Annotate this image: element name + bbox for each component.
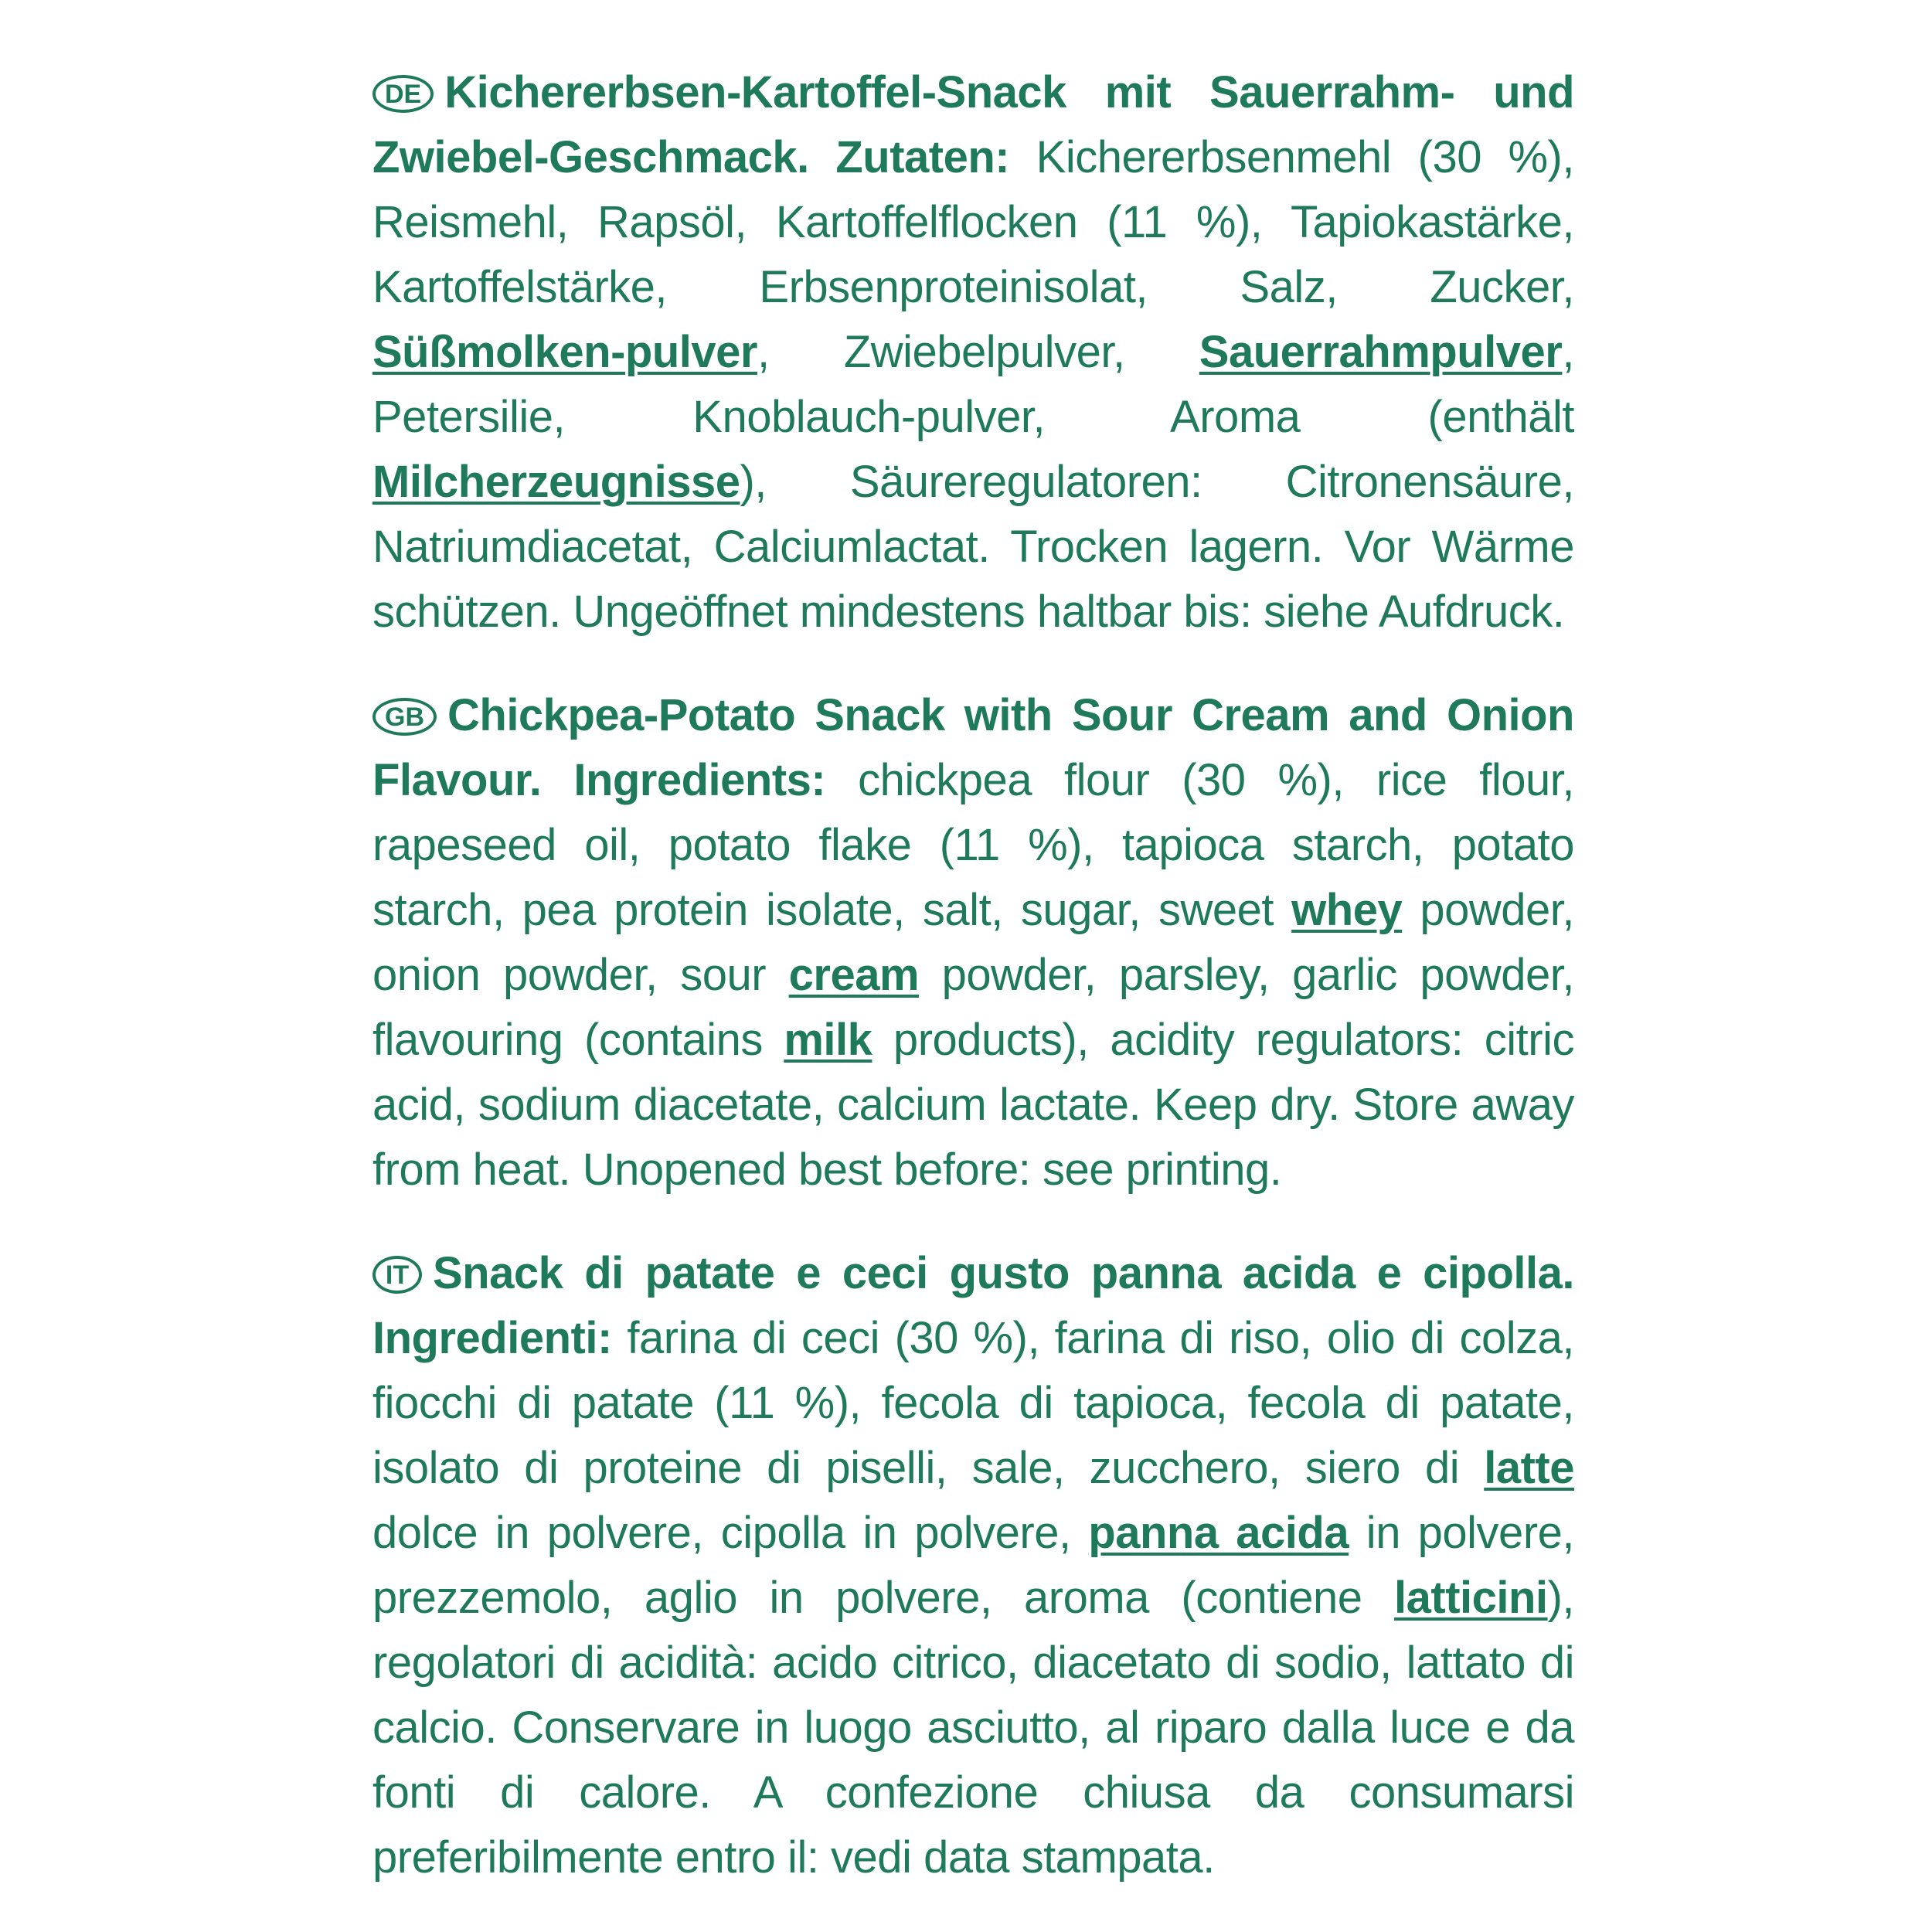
allergen-text: panna acida — [1088, 1508, 1349, 1558]
allergen-text: Sauerrahmpulver — [1199, 327, 1563, 377]
text-part: , Petersilie, Knoblauch-pulver, Aroma (enthält — [372, 327, 1574, 442]
text-part: Snack di patate e ceci gusto panna acida e cipolla. — [433, 1248, 1574, 1298]
text-part: in polvere, prezzemolo, aglio in polvere, aroma (contiene — [372, 1508, 1574, 1623]
ingredients-label: Zutaten: — [835, 132, 1010, 182]
allergen-text: milk — [784, 1015, 872, 1065]
text-part: Kichererbsen-Kartoffel-Snack mit Sauerrahm- und Zwiebel-Geschmack. — [372, 67, 1574, 182]
text-part: products), acidity regulators: citric acid, sodium diacetate, calcium lactate. Keep dry. Store away from heat. Unopened best before: see printing. — [372, 1015, 1574, 1195]
text-part: powder, parsley, garlic powder, flavouring (contains — [372, 950, 1574, 1065]
text-part: powder, onion powder, sour — [372, 885, 1574, 1000]
language-badge-it: IT — [372, 1256, 422, 1294]
text-part: ), regolatori di acidità: acido citrico, diacetato di sodio, lattato di calcio. Conservare in luogo asciutto, al riparo dalla luce e da fonti di calore. A confezione chiusa da consumarsi preferibilmente entro il: vedi data stampata. — [372, 1573, 1574, 1883]
allergen-text: latte — [1484, 1443, 1574, 1493]
text-part: farina di ceci (30 %), farina di riso, olio di colza, fiocchi di patate (11 %), fecola di tapioca, fecola di patate, isolato di proteine di piselli, sale, zucchero, siero di — [372, 1313, 1574, 1493]
allergen-text: cream — [788, 950, 920, 1000]
allergen-text: Süßmolken-pulver — [372, 327, 757, 377]
allergen-text: latticini — [1394, 1573, 1548, 1623]
section-de — [372, 60, 1574, 645]
ingredients-label-panel — [372, 60, 1574, 1890]
text-part — [809, 132, 836, 182]
text-part: Chickpea-Potato Snack with Sour Cream and Onion Flavour. — [372, 690, 1574, 805]
text-part — [541, 755, 573, 805]
text-part: Kichererbsenmehl (30 %), Reismehl, Rapsöl, Kartoffelflocken (11 %), Tapiokastärke, Kartoffelstärke, Erbsenproteinisolat, Salz, Zucker, — [372, 132, 1574, 312]
language-badge-de: DE — [372, 75, 434, 113]
section-it — [372, 1241, 1574, 1890]
allergen-text: Milcherzeugnisse — [372, 457, 740, 507]
text-part: dolce in polvere, cipolla in polvere, — [372, 1508, 1089, 1558]
text-part: chickpea flour (30 %), rice flour, rapeseed oil, potato flake (11 %), tapioca starch, potato starch, pea protein isolate, salt, sugar, sweet — [372, 755, 1574, 935]
ingredients-label: Ingredients: — [573, 755, 826, 805]
language-badge-gb: GB — [372, 698, 437, 736]
section-gb — [372, 683, 1574, 1202]
text-part: , Zwiebelpulver, — [757, 327, 1199, 377]
ingredients-label: Ingredienti: — [372, 1313, 612, 1363]
text-part: ), Säureregulatoren: Citronensäure, Natriumdiacetat, Calciumlactat. Trocken lagern. Vor Wärme schützen. Ungeöffnet mindestens haltbar bis: siehe Aufdruck. — [372, 457, 1574, 637]
allergen-text: whey — [1291, 885, 1403, 935]
